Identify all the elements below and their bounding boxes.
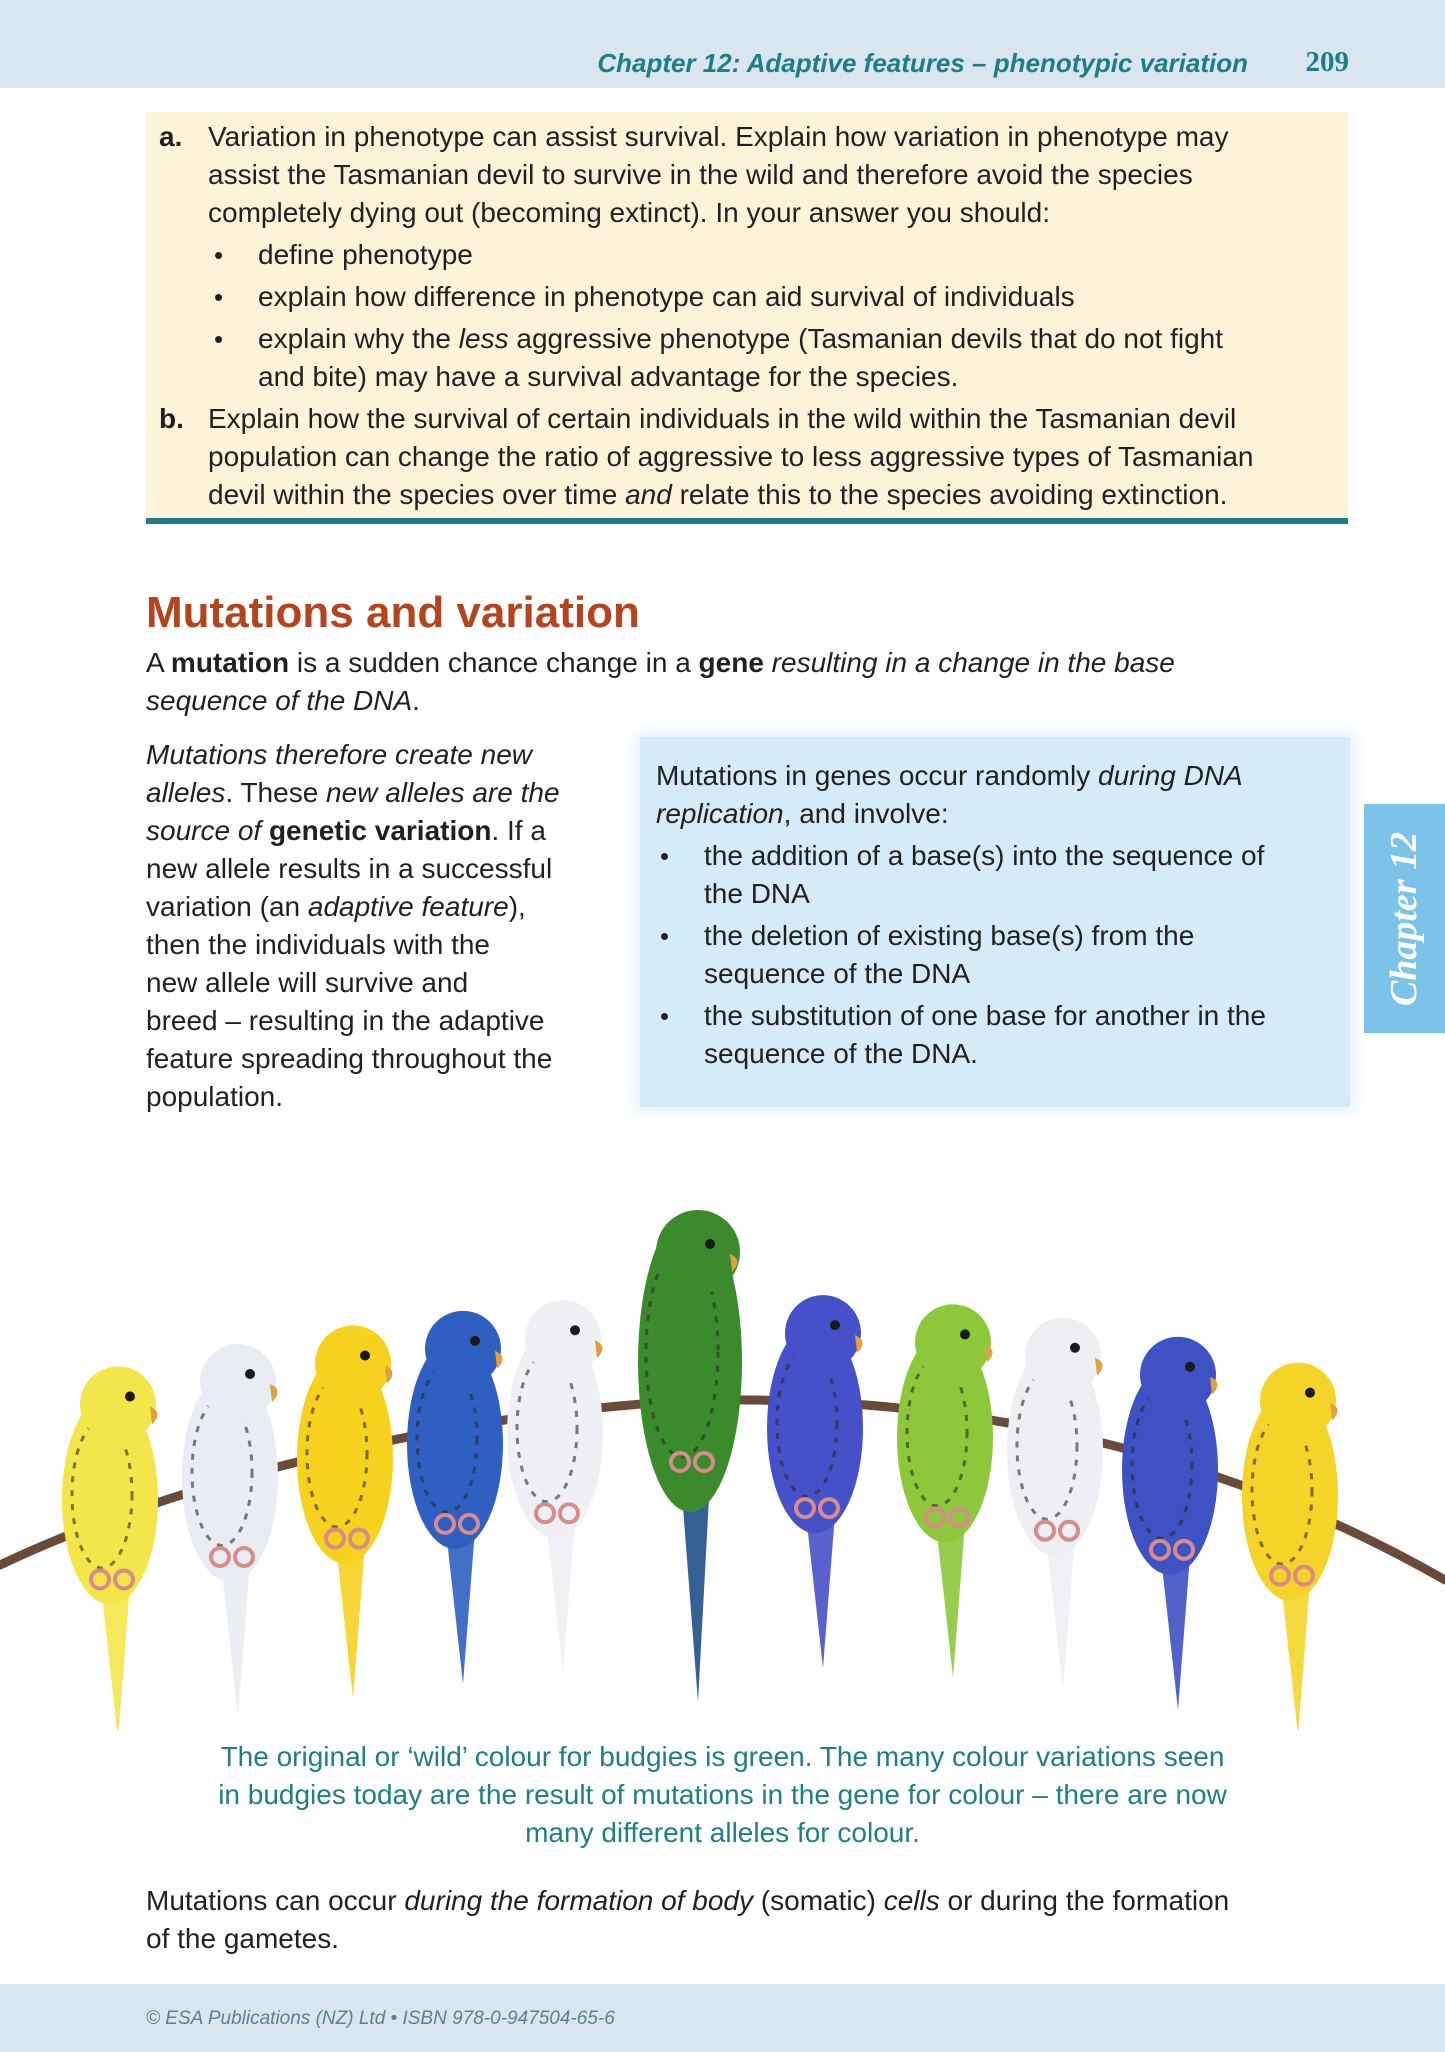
budgie-eye	[470, 1336, 480, 1346]
budgie-head	[1025, 1318, 1101, 1394]
budgie-head	[315, 1325, 391, 1401]
question-b-line: devil within the species over time and relate this to the species avoiding extinction.	[208, 479, 1228, 510]
bullet-dot: •	[214, 282, 224, 312]
budgie-head	[525, 1300, 601, 1376]
info-bullet: the deletion of existing base(s) from the	[704, 920, 1195, 951]
question-b-label: b.	[159, 403, 184, 434]
budgie-eye	[1185, 1362, 1195, 1372]
budgie-eye	[570, 1325, 580, 1335]
budgie-eye	[1070, 1343, 1080, 1353]
question-a-line: Variation in phenotype can assist survival. Explain how variation in phenotype may	[208, 121, 1229, 152]
budgie-eye	[1305, 1388, 1315, 1398]
budgies-photo	[0, 1140, 1445, 1730]
bullet-dot: •	[214, 324, 224, 354]
photo-caption: in budgies today are the result of mutations in the gene for colour – there are now	[218, 1779, 1227, 1810]
text-line: new allele results in a successful	[146, 853, 553, 884]
running-header-title: Chapter 12: Adaptive features – phenotypic variation	[597, 48, 1248, 78]
budgie	[507, 1300, 603, 1673]
budgie	[62, 1366, 158, 1730]
info-bullet-continued: sequence of the DNA.	[704, 1038, 978, 1069]
chapter-tab	[1364, 804, 1445, 1033]
text-line: alleles. These new alleles are the	[146, 777, 560, 808]
info-bullet: the substitution of one base for another in the	[704, 1000, 1266, 1031]
photo-caption: The original or ‘wild’ colour for budgies is green. The many colour variations seen	[220, 1741, 1225, 1772]
budgie-group	[62, 1210, 1338, 1730]
text-line: Mutations therefore create new	[146, 739, 532, 770]
budgie	[182, 1344, 278, 1717]
page-number: 209	[1305, 46, 1349, 78]
budgie	[297, 1325, 393, 1698]
question-b-line: Explain how the survival of certain individuals in the wild within the Tasmanian devil	[208, 403, 1237, 434]
photo-caption: many different alleles for colour.	[525, 1817, 920, 1848]
budgie	[767, 1295, 863, 1668]
budgie-head	[200, 1344, 276, 1420]
question-a-line: completely dying out (becoming extinct). In your answer you should:	[208, 197, 1050, 228]
text-line: variation (an adaptive feature),	[146, 891, 526, 922]
question-a-line: assist the Tasmanian devil to survive in the wild and therefore avoid the species	[208, 159, 1193, 190]
question-a-bullet: explain how difference in phenotype can aid survival of individuals	[258, 281, 1075, 312]
budgie-head	[656, 1210, 740, 1294]
text-line: source of genetic variation. If a	[146, 815, 546, 846]
section-heading: Mutations and variation	[146, 588, 640, 637]
budgie-eye	[705, 1239, 715, 1249]
closing-paragraph-continued: of the gametes.	[146, 1923, 340, 1954]
budgie	[897, 1304, 993, 1677]
question-a-bullet-continued: and bite) may have a survival advantage for the species.	[258, 361, 959, 392]
info-box	[640, 737, 1350, 1107]
bullet-dot: •	[660, 921, 670, 951]
question-b-line: population can change the ratio of aggressive to less aggressive types of Tasmanian	[208, 441, 1254, 472]
closing-paragraph: Mutations can occur during the formation of body (somatic) cells or during the formation	[146, 1885, 1230, 1916]
budgie-head	[785, 1295, 861, 1371]
question-a-bullet: explain why the less aggressive phenotype (Tasmanian devils that do not fight	[258, 323, 1224, 354]
info-bullet-continued: sequence of the DNA	[704, 958, 971, 989]
mutation-definition: A mutation is a sudden chance change in a gene resulting in a change in the base	[146, 647, 1175, 678]
info-line: Mutations in genes occur randomly during DNA	[656, 760, 1243, 791]
budgie-eye	[960, 1329, 970, 1339]
budgie	[638, 1210, 742, 1702]
budgie-eye	[125, 1391, 135, 1401]
question-a-label: a.	[159, 121, 183, 152]
question-box	[146, 112, 1348, 524]
bullet-dot: •	[660, 841, 670, 871]
budgie	[1122, 1337, 1218, 1710]
chapter-tab-label: Chapter 12	[1383, 831, 1425, 1007]
text-line: then the individuals with the	[146, 929, 490, 960]
text-line: feature spreading throughout the	[146, 1043, 553, 1074]
mutation-definition-continued: sequence of the DNA.	[146, 685, 420, 716]
info-bullet: the addition of a base(s) into the sequence of	[704, 840, 1265, 871]
question-a-bullet: define phenotype	[258, 239, 473, 270]
text-line: breed – resulting in the adaptive	[146, 1005, 545, 1036]
info-line: replication, and involve:	[656, 798, 949, 829]
footer-copyright: © ESA Publications (NZ) Ltd • ISBN 978-0-947504-65-6	[146, 2008, 615, 2029]
budgie-head	[425, 1311, 501, 1387]
budgie-head	[1260, 1363, 1336, 1439]
bullet-dot: •	[660, 1001, 670, 1031]
text-line: population.	[146, 1081, 284, 1112]
budgie-head	[1140, 1337, 1216, 1413]
bullet-dot: •	[214, 240, 224, 270]
budgie-eye	[360, 1350, 370, 1360]
info-bullet-continued: the DNA	[704, 878, 810, 909]
budgie	[1242, 1363, 1338, 1730]
budgie-head	[915, 1304, 991, 1380]
budgie-head	[80, 1366, 156, 1442]
budgie-eye	[830, 1320, 840, 1330]
budgie	[1007, 1318, 1103, 1691]
budgie	[407, 1311, 503, 1684]
text-line: new allele will survive and	[146, 967, 469, 998]
budgie-eye	[245, 1369, 255, 1379]
